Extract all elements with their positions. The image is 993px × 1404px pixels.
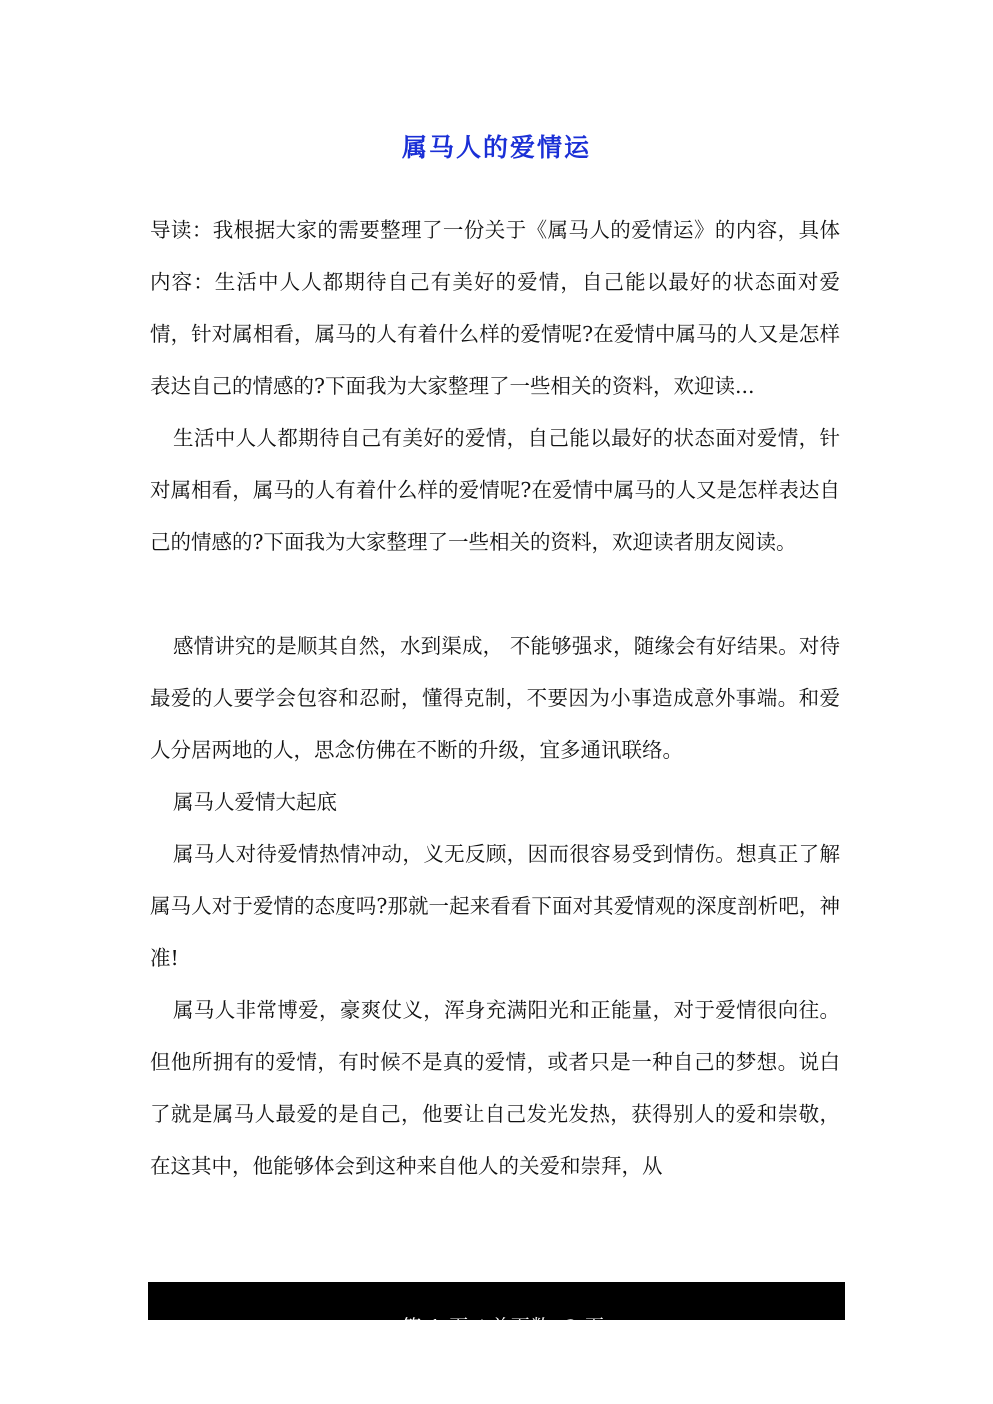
page-title: 属马人的爱情运 xyxy=(401,133,591,162)
paragraph-gap xyxy=(150,568,840,620)
document-body xyxy=(150,204,840,1192)
body-paragraph: 属马人对待爱情热情冲动，义无反顾，因而很容易受到情伤。想真正了解属马人对于爱情的态度吗?那就一起来看看下面对其爱情观的深度剖析吧，神准! xyxy=(150,842,840,970)
body-paragraph: 生活中人人都期待自己有美好的爱情，自己能以最好的状态面对爱情，针对属相看，属马的人有着什么样的爱情呢?在爱情中属马的人又是怎样表达自己的情感的?下面我为大家整理了一些相关的资料，欢迎读者朋友阅读。 xyxy=(150,426,840,554)
page-number-indicator: 第 1 页 / 总页数 3 页 xyxy=(402,1316,605,1338)
section-heading: 属马人爱情大起底 xyxy=(173,790,337,814)
page-footer-bar xyxy=(148,1282,845,1338)
body-paragraph: 属马人非常博爱，豪爽仗义，浑身充满阳光和正能量，对于爱情很向往。但他所拥有的爱情，有时候不是真的爱情，或者只是一种自己的梦想。说白了就是属马人最爱的是自己，他要让自己发光发热，获得别人的爱和崇敬，在这其中，他能够体会到这种来自他人的关爱和崇拜，从 xyxy=(150,998,840,1178)
body-paragraph: 感情讲究的是顺其自然，水到渠成， 不能够强求，随缘会有好结果。对待最爱的人要学会包容和忍耐，懂得克制，不要因为小事造成意外事端。和爱人分居两地的人，思念仿佛在不断的升级，宜多通讯联络。 xyxy=(150,634,840,762)
intro-paragraph: 导读：我根据大家的需要整理了一份关于《属马人的爱情运》的内容，具体内容：生活中人人都期待自己有美好的爱情，自己能以最好的状态面对爱情，针对属相看，属马的人有着什么样的爱情呢?在爱情中属马的人又是怎样表达自己的情感的?下面我为大家整理了一些相关的资料，欢迎读... xyxy=(150,218,840,398)
